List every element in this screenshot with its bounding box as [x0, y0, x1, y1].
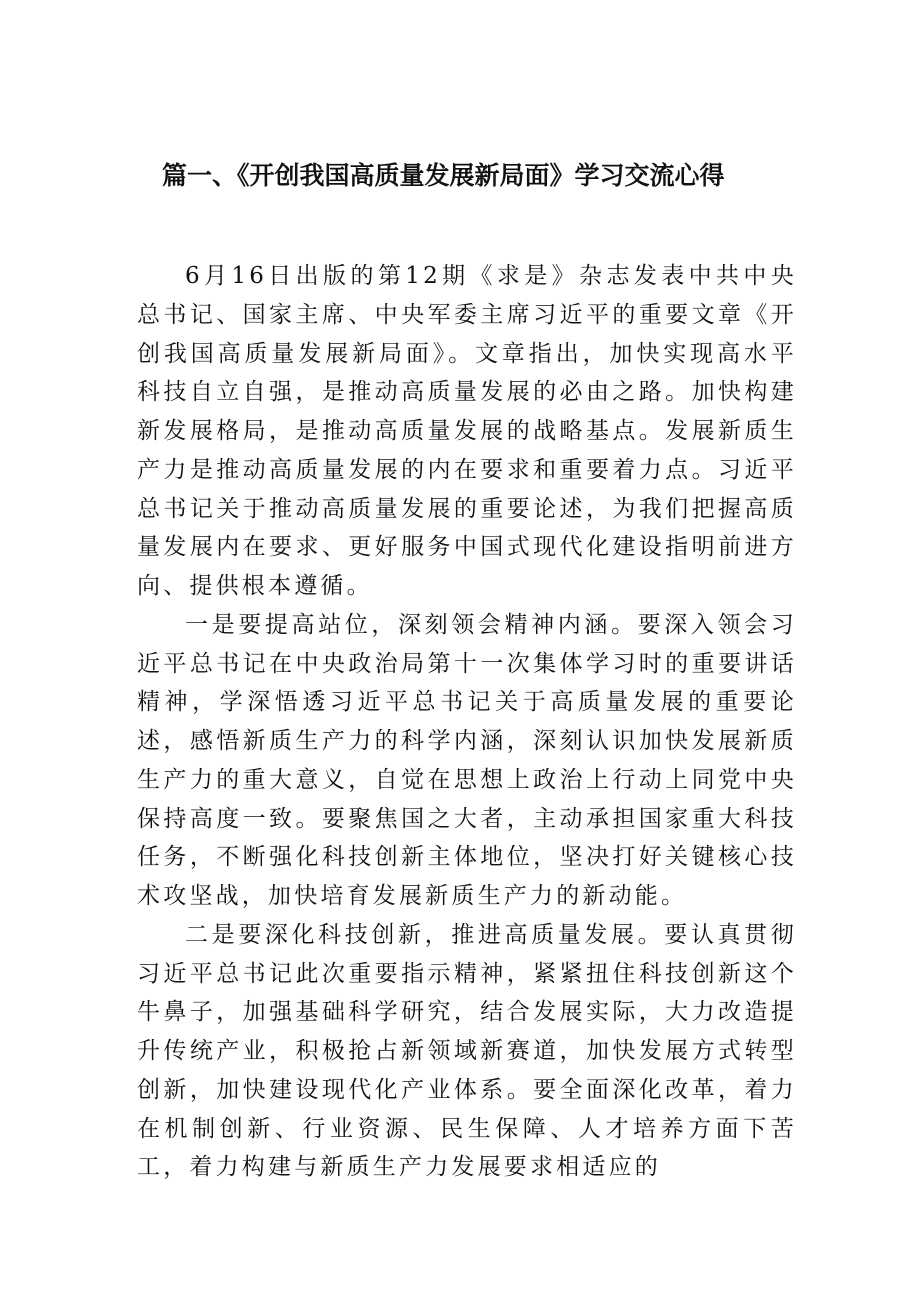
paragraph-point-one: 一是要提高站位，深刻领会精神内涵。要深入领会习近平总书记在中央政治局第十一次集体学习时的重要讲话精神，学深悟透习近平总书记关于高质量发展的重要论述，感悟新质生产力的科学内涵，深刻认识加快发展新质生产力的重大意义，自觉在思想上政治上行动上同党中央保持高度一致。要聚焦国之大者，主动承担国家重大科技任务，不断强化科技创新主体地位，坚决打好关键核心技术攻坚战，加快培育发展新质生产力的新动能。: [137, 611, 797, 909]
paragraph-point-two: 二是要深化科技创新，推进高质量发展。要认真贯彻习近平总书记此次重要指示精神，紧紧扭住科技创新这个牛鼻子，加强基础科学研究，结合发展实际，大力改造提升传统产业，积极抢占新领域新赛道，加快发展方式转型创新，加快建设现代化产业体系。要全面深化改革，着力在机制创新、行业资源、民生保障、人才培养方面下苦工，着力构建与新质生产力发展要求相适应的: [137, 921, 797, 1181]
paragraph-intro: 6月16日出版的第12期《求是》杂志发表中共中央总书记、国家主席、中央军委主席习近平的重要文章《开创我国高质量发展新局面》。文章指出，加快实现高水平科技自立自强，是推动高质量发展的必由之路。加快构建新发展格局，是推动高质量发展的战略基点。发展新质生产力是推动高质量发展的内在要求和重要着力点。习近平总书记关于推动高质量发展的重要论述，为我们把握高质量发展内在要求、更好服务中国式现代化建设指明前进方向、提供根本遵循。: [137, 263, 797, 599]
document-title: 篇一、《开创我国高质量发展新局面》学习交流心得: [162, 161, 725, 190]
document-body: [137, 257, 797, 1187]
